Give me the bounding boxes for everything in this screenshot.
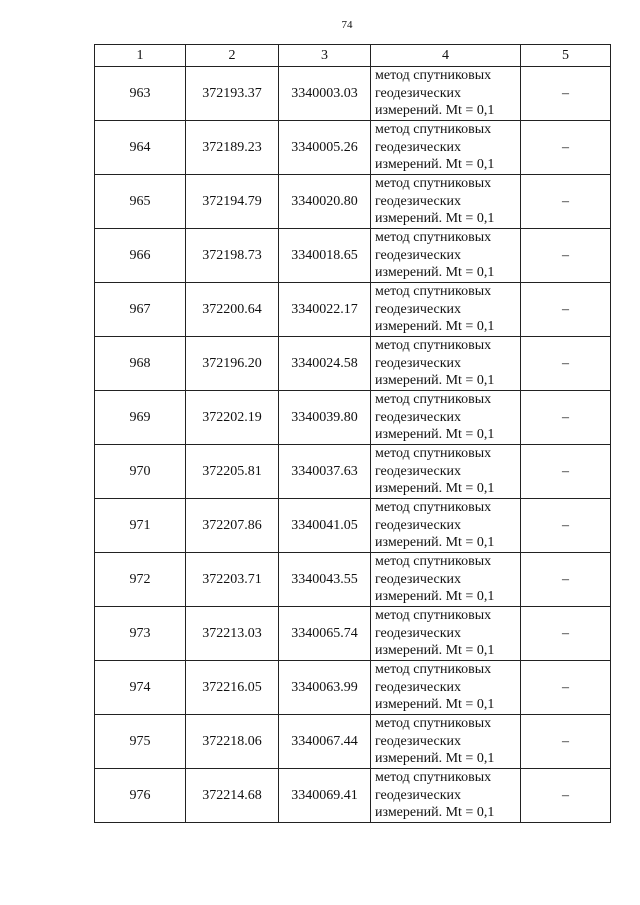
method-text-line: измерений. Mt = 0,1	[375, 643, 495, 659]
cell-method	[371, 499, 521, 553]
table-header	[95, 45, 611, 67]
cell-x-coordinate: 372200.64	[186, 283, 279, 337]
cell-point-number: 969	[95, 391, 186, 445]
cell-x-coordinate: 372218.06	[186, 715, 279, 769]
cell-point-number: 967	[95, 283, 186, 337]
header-row	[95, 45, 611, 67]
cell-point-number: 973	[95, 607, 186, 661]
method-text-line: метод спутниковых	[375, 284, 492, 300]
cell-x-coordinate: 372205.81	[186, 445, 279, 499]
cell-point-number: 966	[95, 229, 186, 283]
table-row	[95, 769, 611, 823]
cell-x-coordinate: 372203.71	[186, 553, 279, 607]
method-text-line: метод спутниковых	[375, 392, 492, 408]
cell-y-coordinate: 3340020.80	[279, 175, 371, 229]
table-row	[95, 715, 611, 769]
cell-method	[371, 337, 521, 391]
cell-method	[371, 121, 521, 175]
header-col-2: 2	[186, 45, 279, 67]
cell-method	[371, 67, 521, 121]
cell-method	[371, 283, 521, 337]
cell-point-number: 976	[95, 769, 186, 823]
method-text-line: геодезических	[375, 85, 462, 101]
cell-point-number: 965	[95, 175, 186, 229]
cell-method	[371, 661, 521, 715]
method-text-line: метод спутниковых	[375, 716, 492, 732]
cell-y-coordinate: 3340022.17	[279, 283, 371, 337]
method-text-line: измерений. Mt = 0,1	[375, 697, 495, 713]
cell-note: –	[521, 283, 611, 337]
method-text-line: измерений. Mt = 0,1	[375, 535, 495, 551]
cell-point-number: 964	[95, 121, 186, 175]
method-text-line: измерений. Mt = 0,1	[375, 589, 495, 605]
cell-note: –	[521, 175, 611, 229]
method-text-line: измерений. Mt = 0,1	[375, 211, 495, 227]
cell-y-coordinate: 3340043.55	[279, 553, 371, 607]
cell-y-coordinate: 3340037.63	[279, 445, 371, 499]
page-number: 74	[341, 19, 353, 31]
table-body	[95, 67, 611, 823]
cell-note: –	[521, 499, 611, 553]
cell-y-coordinate: 3340005.26	[279, 121, 371, 175]
cell-y-coordinate: 3340067.44	[279, 715, 371, 769]
method-text-line: измерений. Mt = 0,1	[375, 265, 495, 281]
cell-point-number: 974	[95, 661, 186, 715]
cell-method	[371, 715, 521, 769]
method-text-line: метод спутниковых	[375, 500, 492, 516]
cell-note: –	[521, 553, 611, 607]
cell-x-coordinate: 372193.37	[186, 67, 279, 121]
cell-point-number: 972	[95, 553, 186, 607]
cell-note: –	[521, 229, 611, 283]
table-row	[95, 553, 611, 607]
cell-y-coordinate: 3340069.41	[279, 769, 371, 823]
cell-note: –	[521, 607, 611, 661]
cell-y-coordinate: 3340063.99	[279, 661, 371, 715]
method-text-line: метод спутниковых	[375, 68, 492, 84]
table-row	[95, 661, 611, 715]
method-text-line: геодезических	[375, 193, 462, 209]
table-row	[95, 67, 611, 121]
header-col-1: 1	[95, 45, 186, 67]
cell-y-coordinate: 3340003.03	[279, 67, 371, 121]
method-text-line: измерений. Mt = 0,1	[375, 805, 495, 821]
method-text-line: геодезических	[375, 733, 462, 749]
table-row	[95, 283, 611, 337]
method-text-line: метод спутниковых	[375, 176, 492, 192]
method-text-line: метод спутниковых	[375, 122, 492, 138]
method-text-line: геодезических	[375, 463, 462, 479]
header-col-3: 3	[279, 45, 371, 67]
table-row	[95, 175, 611, 229]
cell-note: –	[521, 67, 611, 121]
cell-x-coordinate: 372207.86	[186, 499, 279, 553]
method-text-line: измерений. Mt = 0,1	[375, 373, 495, 389]
method-text-line: геодезических	[375, 787, 462, 803]
method-text-line: геодезических	[375, 247, 462, 263]
cell-x-coordinate: 372214.68	[186, 769, 279, 823]
cell-note: –	[521, 391, 611, 445]
method-text-line: измерений. Mt = 0,1	[375, 481, 495, 497]
cell-note: –	[521, 661, 611, 715]
method-text-line: измерений. Mt = 0,1	[375, 751, 495, 767]
cell-x-coordinate: 372196.20	[186, 337, 279, 391]
method-text-line: метод спутниковых	[375, 446, 492, 462]
cell-point-number: 975	[95, 715, 186, 769]
cell-y-coordinate: 3340024.58	[279, 337, 371, 391]
method-text-line: геодезических	[375, 571, 462, 587]
cell-point-number: 971	[95, 499, 186, 553]
method-text-line: измерений. Mt = 0,1	[375, 319, 495, 335]
method-text-line: метод спутниковых	[375, 554, 492, 570]
method-text-line: метод спутниковых	[375, 770, 492, 786]
cell-note: –	[521, 769, 611, 823]
cell-method	[371, 175, 521, 229]
method-text-line: метод спутниковых	[375, 230, 492, 246]
method-text-line: геодезических	[375, 625, 462, 641]
cell-point-number: 970	[95, 445, 186, 499]
cell-method	[371, 445, 521, 499]
cell-method	[371, 769, 521, 823]
cell-note: –	[521, 337, 611, 391]
cell-note: –	[521, 445, 611, 499]
method-text-line: метод спутниковых	[375, 338, 492, 354]
cell-y-coordinate: 3340065.74	[279, 607, 371, 661]
method-text-line: геодезических	[375, 301, 462, 317]
cell-method	[371, 607, 521, 661]
table-row	[95, 337, 611, 391]
method-text-line: геодезических	[375, 139, 462, 155]
cell-point-number: 963	[95, 67, 186, 121]
cell-x-coordinate: 372213.03	[186, 607, 279, 661]
cell-method	[371, 229, 521, 283]
table-row	[95, 391, 611, 445]
table-row	[95, 229, 611, 283]
cell-note: –	[521, 121, 611, 175]
cell-x-coordinate: 372198.73	[186, 229, 279, 283]
cell-x-coordinate: 372194.79	[186, 175, 279, 229]
header-col-5: 5	[521, 45, 611, 67]
cell-method	[371, 391, 521, 445]
cell-y-coordinate: 3340041.05	[279, 499, 371, 553]
cell-y-coordinate: 3340018.65	[279, 229, 371, 283]
method-text-line: метод спутниковых	[375, 662, 492, 678]
method-text-line: геодезических	[375, 355, 462, 371]
table-row	[95, 445, 611, 499]
table-row	[95, 499, 611, 553]
cell-method	[371, 553, 521, 607]
method-text-line: измерений. Mt = 0,1	[375, 157, 495, 173]
method-text-line: геодезических	[375, 517, 462, 533]
header-col-4: 4	[371, 45, 521, 67]
table-row	[95, 121, 611, 175]
table-row	[95, 607, 611, 661]
cell-x-coordinate: 372189.23	[186, 121, 279, 175]
cell-y-coordinate: 3340039.80	[279, 391, 371, 445]
method-text-line: метод спутниковых	[375, 608, 492, 624]
coordinates-table	[94, 44, 611, 823]
method-text-line: геодезических	[375, 679, 462, 695]
method-text-line: измерений. Mt = 0,1	[375, 103, 495, 119]
cell-x-coordinate: 372202.19	[186, 391, 279, 445]
method-text-line: геодезических	[375, 409, 462, 425]
cell-point-number: 968	[95, 337, 186, 391]
method-text-line: измерений. Mt = 0,1	[375, 427, 495, 443]
cell-note: –	[521, 715, 611, 769]
cell-x-coordinate: 372216.05	[186, 661, 279, 715]
